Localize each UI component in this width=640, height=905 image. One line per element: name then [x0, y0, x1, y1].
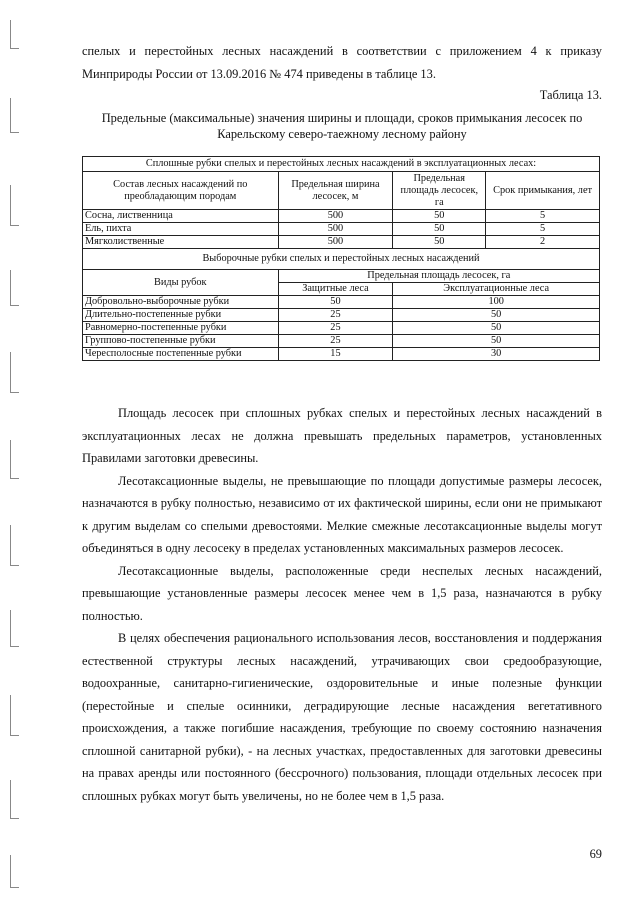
table-cell: Сосна, лиственница — [83, 210, 279, 223]
body-paragraph: В целях обеспечения рационального использования лесов, восстановления и поддержания естественной структуры лесных насаждений, утрачивающих свои средообразующие, водоохранные, санитарно-гигиенические, оздоровительные и иные полезные функции (перестойные и спелые осинники, деградирующие лесные насаждения вегетативного происхождения, а также погибшие насаждения, требующие по своему состоянию назначения сплошной санитарной рубки), - на лесных участках, предоставленных для заготовки древесины на правах аренды или постоянного (бессрочного) пользования, площади отдельных лесосек при сплошных рубках могут быть увеличены, но не более чем в 1,5 раза. — [82, 631, 602, 803]
table-header-row — [83, 270, 600, 283]
column-header: Эксплуатационные леса — [393, 283, 600, 296]
column-header: Срок примыкания, лет — [486, 172, 600, 210]
column-header: Состав лесных насаждений по преобладающим породам — [83, 172, 279, 210]
table-cell: 50 — [393, 223, 486, 236]
table-cell: Чересполосные постепенные рубки — [83, 348, 279, 361]
margin-mark — [10, 352, 19, 393]
table-row — [83, 335, 600, 348]
table-cell: 25 — [278, 335, 393, 348]
intro-paragraph: спелых и перестойных лесных насаждений в соответствии с приложением 4 к приказу Минприроды России от 13.09.2016 № 474 приведены в таблице 13. — [82, 44, 602, 81]
column-header: Предельная площадь лесосек, га — [278, 270, 599, 283]
table-row — [83, 296, 600, 309]
margin-mark — [10, 20, 19, 49]
table-cell: Добровольно-выборочные рубки — [83, 296, 279, 309]
table-section-header — [83, 157, 600, 172]
column-header: Защитные леса — [278, 283, 393, 296]
table-cell: 500 — [278, 223, 393, 236]
section-title-selective-cutting: Выборочные рубки спелых и перестойных лесных насаждений — [83, 249, 600, 270]
table-row — [83, 223, 600, 236]
table-cell: Группово-постепенные рубки — [83, 335, 279, 348]
table-row — [83, 348, 600, 361]
table-cell: 15 — [278, 348, 393, 361]
table-header-row — [83, 172, 600, 210]
section-title-clear-cutting: Сплошные рубки спелых и перестойных лесных насаждений в эксплуатационных лесах: — [83, 157, 600, 172]
table-cell: 5 — [486, 210, 600, 223]
margin-mark — [10, 270, 19, 306]
table-cell: 2 — [486, 236, 600, 249]
table-cell: 50 — [393, 335, 600, 348]
margin-mark — [10, 98, 19, 133]
table-cell: 5 — [486, 223, 600, 236]
margin-mark — [10, 440, 19, 479]
column-header: Предельная площадь лесосек, га — [393, 172, 486, 210]
table-cell: 100 — [393, 296, 600, 309]
table-cell: 50 — [393, 322, 600, 335]
margin-mark — [10, 185, 19, 226]
table-cell: 25 — [278, 322, 393, 335]
body-text — [82, 402, 602, 807]
margin-mark — [10, 695, 19, 736]
margin-mark — [10, 780, 19, 819]
table-cell: 50 — [393, 309, 600, 322]
table-section-header — [83, 249, 600, 270]
table-cell: 50 — [393, 236, 486, 249]
table-number-label: Таблица 13. — [539, 88, 602, 102]
table-row — [83, 309, 600, 322]
table-cell: 50 — [278, 296, 393, 309]
column-header: Виды рубок — [83, 270, 279, 296]
table-cell: Равномерно-постепенные рубки — [83, 322, 279, 335]
table-row — [83, 210, 600, 223]
table-cell: Ель, пихта — [83, 223, 279, 236]
binding-margin-marks — [0, 0, 24, 905]
table-cell: Длительно-постепенные рубки — [83, 309, 279, 322]
table-row — [83, 322, 600, 335]
body-paragraph: Площадь лесосек при сплошных рубках спелых и перестойных лесных насаждений в эксплуатационных лесах не должна превышать предельных параметров, установленных Правилами заготовки древесины. — [82, 406, 602, 465]
table-cell: 30 — [393, 348, 600, 361]
table-cell: 25 — [278, 309, 393, 322]
margin-mark — [10, 855, 19, 888]
body-paragraph: Лесотаксационные выделы, не превышающие по площади допустимые размеры лесосек, назначаются в рубку полностью, независимо от их фактической ширины, если они не примыкают к другим выделам со спелыми древостоями. Мелкие смежные лесотаксационные выделы могут объединяться в одну лесосеку в пределах установленных максимальных размеров лесосек. — [82, 473, 602, 555]
table-cell: Мягколиственные — [83, 236, 279, 249]
table-cell: 500 — [278, 236, 393, 249]
table-row — [83, 236, 600, 249]
table-caption: Предельные (максимальные) значения ширины и площади, сроков примыкания лесосек по Карельскому северо-таежному лесному району — [101, 111, 583, 141]
column-header: Предельная ширина лесосек, м — [278, 172, 393, 210]
body-paragraph: Лесотаксационные выделы, расположенные среди неспелых лесных насаждений, превышающие установленные размеры лесосек менее чем в 1,5 раза, назначаются в рубку полностью. — [82, 563, 602, 623]
cutting-limits-table — [82, 156, 600, 361]
table-cell: 50 — [393, 210, 486, 223]
table-cell: 500 — [278, 210, 393, 223]
margin-mark — [10, 525, 19, 566]
margin-mark — [10, 610, 19, 647]
page-number: 69 — [589, 847, 602, 861]
